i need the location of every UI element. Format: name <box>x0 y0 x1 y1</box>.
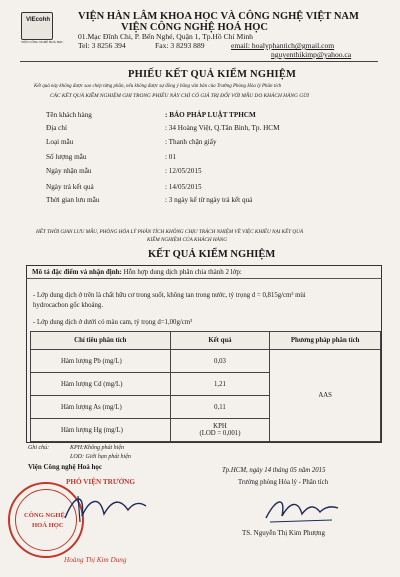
retention-note-line2: KIỂM NGHIỆM CỦA KHÁCH HÀNG <box>147 237 228 243</box>
description <box>32 268 242 276</box>
left-signature <box>60 488 150 528</box>
right-signer-name: TS. Nguyễn Thị Kim Phượng <box>242 529 326 537</box>
department-head-title: Trưởng phòng Hóa lý - Phân tích <box>238 479 329 486</box>
legend-kph: KPH:Không phát hiện <box>70 445 124 451</box>
info-label-customer: Tên khách hàng <box>46 111 92 119</box>
result-cell: 1,21 <box>170 373 270 396</box>
stamp-text-line1: CÔNG NGHỆ <box>24 512 65 519</box>
result-value: KPH <box>213 423 227 430</box>
institution-email-2: nguyenthikimp@yahoo.ca <box>271 50 352 59</box>
info-label-sample-count: Số lượng mẫu <box>46 153 87 161</box>
result-note: (LOD = 0,001) <box>199 430 241 437</box>
param-cell: Hàm lượng Hg (mg/L) <box>31 419 171 442</box>
results-title: KẾT QUẢ KIỂM NGHIỆM <box>148 249 276 260</box>
param-cell: Hàm lượng Cd (mg/L) <box>31 373 171 396</box>
result-cell: 0,03 <box>170 350 270 373</box>
description-label: Mô tả đặc điểm và nhận định: <box>32 268 122 276</box>
info-value-sample-type: : Thanh chặn giấy <box>165 138 217 146</box>
method-cell: AAS <box>270 350 381 442</box>
col-header-param: Chỉ tiêu phân tích <box>31 332 171 350</box>
info-label-address: Địa chỉ <box>46 124 67 132</box>
logo-caption: VIỆN CÔNG NGHỆ HOÁ HỌC <box>21 40 64 44</box>
top-layer-desc: - Lớp dung dịch ở trên là chất hữu cơ trong suốt, không tan trong nước, tỷ trọng d = 0,815g/cm³ mùi <box>33 292 306 299</box>
stamp-text-line2: HOÁ HỌC <box>32 522 64 529</box>
info-label-received-date: Ngày nhận mẫu <box>46 167 92 175</box>
copy-restriction-note: Kết quả này không được sao chép từng phần, nếu không được sự đồng ý bằng văn bản của Trường Phòng Hóa lý Phân tích <box>34 84 282 89</box>
right-signature <box>262 492 342 526</box>
info-value-received-date: : 12/05/2015 <box>165 167 202 175</box>
info-label-retention: Thời gian lưu mẫu <box>46 196 100 204</box>
notes-label: Ghi chú: <box>28 445 50 451</box>
param-cell: Hàm lượng Pb (mg/L) <box>31 350 171 373</box>
issue-date: Tp.HCM, ngày 14 tháng 05 năm 2015 <box>222 467 326 474</box>
description-value: Hỗn hợp dung dịch phân chia thành 2 lớp: <box>123 268 242 276</box>
legend-lod: LOD: Giới hạn phát hiện <box>70 454 131 460</box>
result-cell <box>170 419 270 442</box>
logo-text: VIEcohh <box>26 17 51 23</box>
institution-line1: VIỆN HÀN LÂM KHOA HỌC VÀ CÔNG NGHỆ VIỆT NAM <box>78 11 359 22</box>
info-value-customer: : BÁO PHÁP LUẬT TPHCM <box>165 111 256 119</box>
info-value-sample-count: : 01 <box>165 153 176 161</box>
vice-director-title: PHÓ VIỆN TRƯỞNG <box>66 478 135 486</box>
col-header-method: Phương pháp phân tích <box>270 332 381 350</box>
institution-address: 01.Mạc Đĩnh Chi, P. Bến Nghé, Quận 1, Tp.Hồ Chí Minh <box>78 32 253 41</box>
scope-note: CÁC KẾT QUẢ KIỂM NGHIỆM GHI TRONG PHIẾU NÀY CHỈ CÓ GIÁ TRỊ ĐỐI VỚI MẪU DO KHÁCH HÀNG GỬI <box>50 93 309 99</box>
institution-fax: Fax: 3 8293 889 <box>155 41 205 50</box>
description-divider <box>26 278 382 279</box>
institution-email-1: email: hoalyphantich@gmail.com <box>231 41 335 50</box>
table-row <box>31 350 381 373</box>
document-title: PHIẾU KẾT QUẢ KIỂM NGHIỆM <box>128 69 297 80</box>
results-table <box>30 331 381 442</box>
confirming-institute: Viện Công nghệ Hoá học <box>28 463 103 471</box>
param-cell: Hàm lượng As (mg/L) <box>31 396 171 419</box>
result-cell: 0,11 <box>170 396 270 419</box>
col-header-result: Kết quả <box>170 332 270 350</box>
institution-line2: VIỆN CÔNG NGHỆ HOÁ HỌC <box>121 22 269 33</box>
info-value-result-date: : 14/05/2015 <box>165 183 202 191</box>
info-label-result-date: Ngày trả kết quả <box>46 183 94 191</box>
table-header-row <box>31 332 381 350</box>
info-value-address: : 34 Hoàng Việt, Q.Tân Bình, Tp. HCM <box>165 124 280 132</box>
institution-tel: Tel: 3 8256 394 <box>78 41 126 50</box>
retention-note-line1: HẾT THỜI GIAN LƯU MẪU, PHÒNG HÓA LÝ PHÂN TÍCH KHÔNG CHỊU TRÁCH NHIỆM VỀ VIỆC KHIẾU NẠI KẾT QUẢ <box>36 229 304 235</box>
info-value-retention: : 3 ngày kể từ ngày trả kết quả <box>165 196 253 204</box>
left-signer-name: Hoàng Thị Kim Dung <box>64 556 127 564</box>
info-label-sample-type: Loại mẫu <box>46 138 74 146</box>
institute-logo <box>21 12 53 40</box>
top-layer-desc-cont: hydrocacbon gốc khoáng. <box>33 302 104 309</box>
header-divider <box>20 61 378 62</box>
bottom-layer-desc: - Lớp dung dịch ở dưới có màu cam, tỷ trọng d=1,00g/cm³ <box>33 319 193 326</box>
